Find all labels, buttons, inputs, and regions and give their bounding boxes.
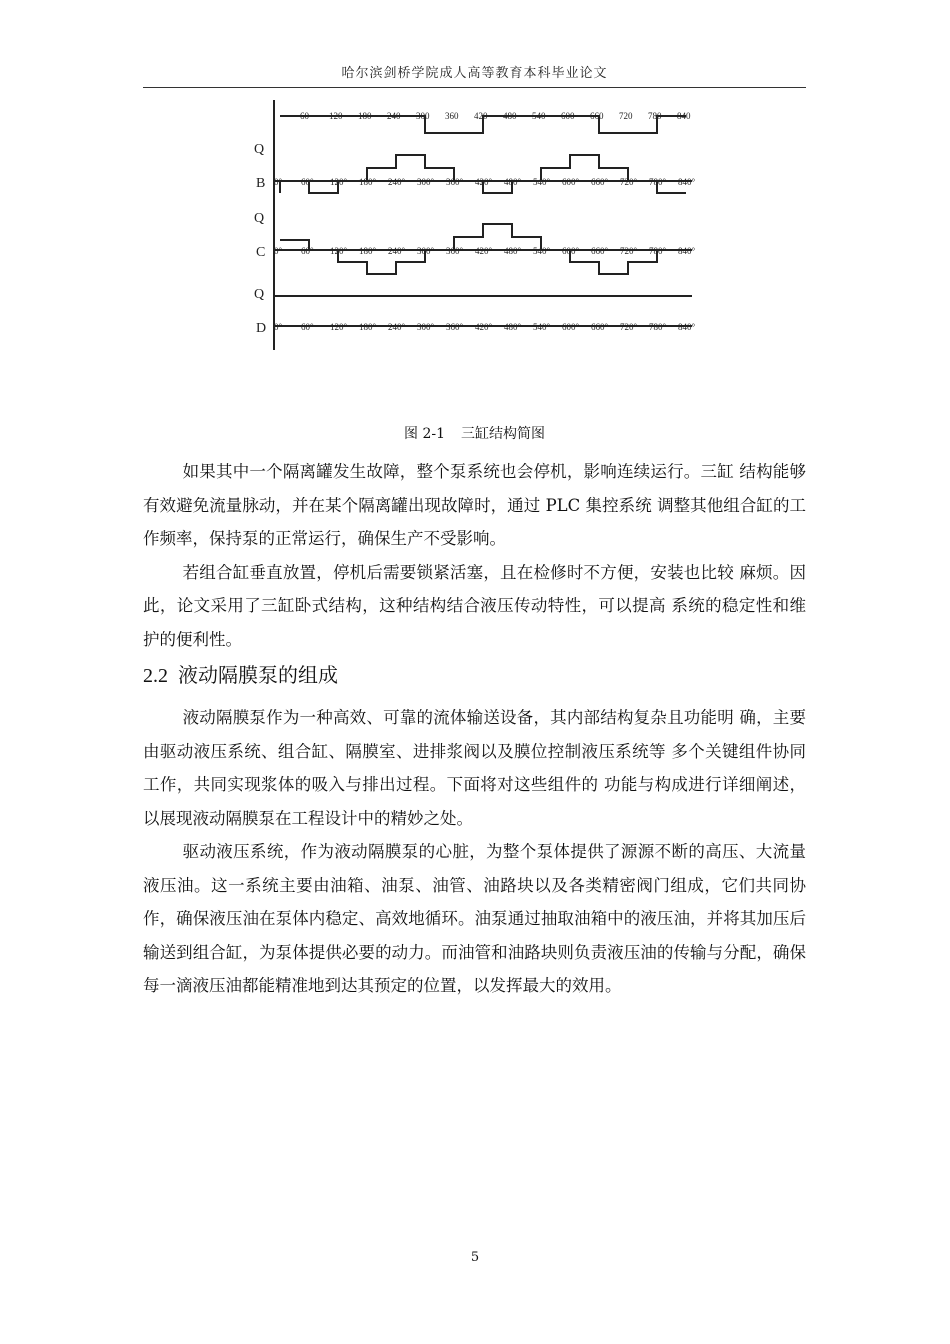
cylinder-label: D [256, 321, 267, 336]
tick-label: 300° [417, 177, 435, 187]
tick-label: 420° [475, 246, 493, 256]
page-header: 哈尔滨剑桥学院成人高等教育本科毕业论文 [341, 66, 608, 81]
tick-label: 360° [446, 246, 464, 256]
tick-label: 300° [417, 322, 435, 332]
tick-label-top: 240 [387, 111, 401, 121]
cylinder-label: B [256, 176, 266, 191]
body-text-top [143, 455, 806, 656]
tick-label: 180° [359, 246, 377, 256]
header-rule [143, 87, 806, 88]
tick-label: 180° [359, 322, 377, 332]
tick-label: 60° [301, 246, 314, 256]
tick-label: 0° [274, 322, 283, 332]
tick-label: 480° [504, 322, 522, 332]
tick-label-top: 720 [619, 111, 633, 121]
flow-axis-label: Q [254, 211, 265, 226]
tick-label: 60° [301, 177, 314, 187]
flow-axis-label: Q [254, 142, 265, 157]
tick-label: 360° [446, 322, 464, 332]
cylinder-flow-waveform [280, 155, 686, 193]
paragraph: 如果其中一个隔离罐发生故障，整个泵系统也会停机，影响连续运行。三缸 结构能够有效避免流量脉动，并在某个隔离罐出现故障时，通过 PLC 集控系统 调整其他组合缸的工作频率，保持泵的正常运行，确保生产不受影响。 [143, 462, 806, 548]
tick-label: 780° [649, 177, 667, 187]
tick-label: 660° [591, 246, 609, 256]
tick-label: 420° [475, 177, 493, 187]
tick-label: 120° [330, 246, 348, 256]
tick-label: 840° [678, 322, 696, 332]
tick-label-top: 60 [300, 111, 309, 121]
tick-label: 780° [649, 322, 667, 332]
tick-label: 120° [330, 177, 348, 187]
tick-label: 660° [591, 322, 609, 332]
tick-label-top: 600 [561, 111, 575, 121]
tick-label: 240° [388, 177, 406, 187]
tick-label: 660° [591, 177, 609, 187]
tick-label: 720° [620, 177, 638, 187]
section-heading [143, 659, 338, 688]
flow-axis-label: Q [254, 287, 265, 302]
tick-label: 780° [649, 246, 667, 256]
flow-waveform-svg [244, 100, 714, 352]
tick-label: 240° [388, 322, 406, 332]
tick-label-top: 780 [648, 111, 662, 121]
paragraph: 液动隔膜泵作为一种高效、可靠的流体输送设备，其内部结构复杂且功能明 确，主要由驱动液压系统、组合缸、隔膜室、进排浆阀以及膜位控制液压系统等 多个关键组件协同工作，共同实现浆体的吸入与排出过程。下面将对这些组件的 功能与构成进行详细阐述，以展现液动隔膜泵在工程设计中的精妙之处。 [143, 708, 806, 828]
tick-label-top: 840 [677, 111, 691, 121]
tick-label: 60° [301, 322, 314, 332]
tick-label-top: 120 [329, 111, 343, 121]
tick-label-top: 660 [590, 111, 604, 121]
figure-caption [143, 423, 806, 443]
tick-label: 600° [562, 177, 580, 187]
tick-label: 0° [274, 246, 283, 256]
tick-label-top: 540 [532, 111, 546, 121]
tick-label: 720° [620, 246, 638, 256]
page-number: 5 [470, 1250, 480, 1265]
tick-label: 600° [562, 322, 580, 332]
section-number: 2.2 [143, 665, 168, 687]
tick-label: 480° [504, 246, 522, 256]
tick-label-top: 300 [416, 111, 430, 121]
tick-label-top: 360 [445, 111, 459, 121]
tick-label: 840° [678, 177, 696, 187]
tick-label-top: 420 [474, 111, 488, 121]
tick-label-top: 480 [503, 111, 517, 121]
tick-label: 540° [533, 177, 551, 187]
paragraph: 若组合缸垂直放置，停机后需要锁紧活塞，且在检修时不方便，安装也比较 麻烦。因此，论文采用了三缸卧式结构，这种结构结合液压传动特性，可以提高 系统的稳定性和维护的便利性。 [143, 562, 806, 649]
tick-label: 540° [533, 322, 551, 332]
tick-label: 420° [475, 322, 493, 332]
body-text-bottom [143, 701, 806, 1003]
tick-label: 540° [533, 246, 551, 256]
tick-label: 480° [504, 177, 522, 187]
tick-label: 180° [359, 177, 377, 187]
tick-label: 720° [620, 322, 638, 332]
tick-label: 600° [562, 246, 580, 256]
tick-label-top: 180 [358, 111, 372, 121]
tick-label: 300° [417, 246, 435, 256]
tick-label: 0° [274, 177, 283, 187]
tick-label: 120° [330, 322, 348, 332]
figure-number: 图 2-1 [404, 426, 445, 442]
three-cylinder-flow-diagram [244, 100, 714, 352]
tick-label: 840° [678, 246, 696, 256]
cylinder-label: C [256, 245, 266, 260]
section-title: 液动隔膜泵的组成 [178, 663, 338, 687]
figure-title: 三缸结构简图 [461, 426, 545, 442]
tick-label: 240° [388, 246, 406, 256]
paragraph: 驱动液压系统，作为液动隔膜泵的心脏，为整个泵体提供了源源不断的高压、大流量液压油。这一系统主要由油箱、油泵、油管、油路块以及各类精密阀门组成，它们共同协作，确保液压油在泵体内稳定、高效地循环。油泵通过抽取油箱中的液压油，并将其加压后输送到组合缸，为泵体提供必要的动力。而油管和油路块则负责液压油的传输与分配，确保每一滴液压油都能精准地到达其预定的位置，以发挥最大的效用。 [143, 842, 806, 995]
tick-label: 360° [446, 177, 464, 187]
